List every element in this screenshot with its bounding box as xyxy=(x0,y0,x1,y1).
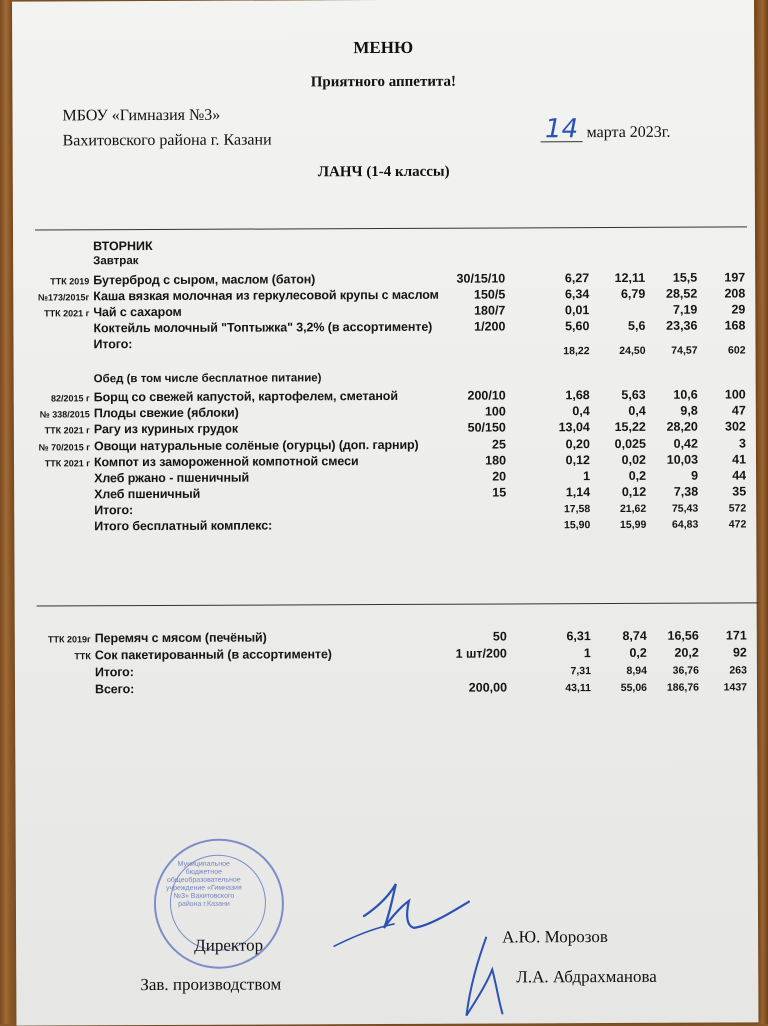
protein-value: 43,11 xyxy=(565,682,591,694)
item-code: ТТК xyxy=(15,651,91,661)
breakfast-header-row xyxy=(13,252,755,271)
item-name: Рагу из куриных грудок xyxy=(94,422,238,437)
total-label: Итого: xyxy=(93,337,132,351)
item-name: Перемяч с мясом (печёный) xyxy=(95,631,267,646)
protein-value: 17,58 xyxy=(564,503,590,515)
calories-value: 602 xyxy=(728,344,746,356)
item-portion: 50 xyxy=(493,629,507,643)
item-code: ТТК 2021 г xyxy=(14,458,90,468)
snack-items xyxy=(12,0,754,2)
item-name: Коктейль молочный "Топтыжка" 3,2% (в ассортименте) xyxy=(93,320,432,335)
production-manager-name: Л.А. Абдрахманова xyxy=(516,967,657,988)
fat-value: 0,2 xyxy=(629,646,646,660)
table-top-rule xyxy=(35,226,747,230)
item-code: ТТК 2021 г xyxy=(14,426,90,436)
director-name: А.Ю. Морозов xyxy=(502,927,608,947)
item-name: Плоды свежие (яблоки) xyxy=(94,406,239,421)
item-name: Чай с сахаром xyxy=(93,305,181,319)
item-code: ТТК 2019 xyxy=(13,276,89,286)
carbs-value: 0,42 xyxy=(674,436,698,450)
total-label: Итого: xyxy=(95,665,134,679)
item-portion: 200/10 xyxy=(467,388,505,402)
breakfast-items xyxy=(12,0,754,2)
item-name: Хлеб пшеничный xyxy=(94,487,200,501)
fat-value: 0,12 xyxy=(622,485,646,499)
carbs-value: 9 xyxy=(691,469,698,483)
item-name: Борщ со свежей капустой, картофелем, сметаной xyxy=(94,389,398,404)
protein-value: 1,68 xyxy=(565,388,589,402)
item-portion: 200,00 xyxy=(469,680,507,694)
protein-value: 15,90 xyxy=(564,519,590,531)
fat-value: 8,74 xyxy=(622,629,646,643)
item-code: №173/2015г xyxy=(13,292,89,302)
carbs-value: 186,76 xyxy=(667,682,699,694)
stamp-text: Муниципальное бюджетное общеобразовательное учреждение «Гимназия №3» Вахитовского района г.Казани xyxy=(164,861,244,909)
carbs-value: 15,5 xyxy=(673,271,697,285)
protein-value: 0,4 xyxy=(572,404,589,418)
calories-value: 47 xyxy=(732,404,746,418)
carbs-value: 10,03 xyxy=(667,452,698,466)
calories-value: 29 xyxy=(731,302,745,316)
breakfast-total-row xyxy=(14,342,756,361)
carbs-value: 9,8 xyxy=(680,404,697,418)
carbs-value: 28,52 xyxy=(666,287,697,301)
fat-value: 12,11 xyxy=(615,271,646,285)
carbs-value: 20,2 xyxy=(674,646,698,660)
protein-value: 18,22 xyxy=(563,345,589,357)
carbs-value: 75,43 xyxy=(672,503,698,515)
carbs-value: 36,76 xyxy=(673,665,699,677)
protein-value: 0,01 xyxy=(565,303,589,317)
item-name: Сок пакетированный (в ассортименте) xyxy=(95,647,332,662)
calories-value: 472 xyxy=(729,518,747,530)
fat-value: 55,06 xyxy=(621,682,647,694)
fat-value: 15,99 xyxy=(620,519,646,531)
protein-value: 5,60 xyxy=(565,319,589,333)
item-code: ТТК 2021 г xyxy=(13,308,89,318)
total-label: Итого бесплатный комплекс: xyxy=(94,518,272,533)
production-manager-signature xyxy=(456,929,516,1023)
fat-value: 21,62 xyxy=(620,503,646,515)
handwritten-day: 14 xyxy=(541,117,583,142)
item-name: Компот из замороженной компотной смеси xyxy=(94,454,359,469)
item-portion: 1 шт/200 xyxy=(456,646,507,660)
protein-value: 6,34 xyxy=(565,287,589,301)
fat-value: 24,50 xyxy=(619,345,645,357)
table-mid-rule xyxy=(37,602,759,606)
fat-value: 15,22 xyxy=(615,420,646,434)
protein-value: 1,14 xyxy=(566,485,590,499)
menu-row xyxy=(15,628,757,647)
item-code: № 70/2015 г xyxy=(14,442,90,452)
lunch-title: Обед (в том числе бесплатное питание) xyxy=(94,372,322,385)
calories-value: 168 xyxy=(725,318,746,332)
menu-row xyxy=(15,645,757,664)
protein-value: 6,27 xyxy=(565,271,589,285)
calories-value: 35 xyxy=(732,485,746,499)
fat-value: 5,63 xyxy=(621,388,645,402)
lunch-items xyxy=(12,0,754,2)
item-portion: 100 xyxy=(485,405,506,419)
total-label: Итого: xyxy=(94,503,133,517)
item-portion: 180/7 xyxy=(474,303,505,317)
calories-value: 197 xyxy=(724,270,745,284)
carbs-value: 7,19 xyxy=(673,303,697,317)
calories-value: 263 xyxy=(729,664,747,676)
protein-value: 0,20 xyxy=(566,437,590,451)
breakfast-title: Завтрак xyxy=(93,255,138,267)
carbs-value: 64,83 xyxy=(672,519,698,531)
calories-value: 41 xyxy=(732,452,746,466)
protein-value: 1 xyxy=(584,646,591,660)
production-manager-label: Зав. производством xyxy=(140,974,281,995)
lunch-header-row xyxy=(14,370,756,389)
fat-value: 0,4 xyxy=(628,404,645,418)
carbs-value: 74,57 xyxy=(671,345,697,357)
calories-value: 100 xyxy=(725,387,746,401)
item-name: Каша вязкая молочная из геркулесовой крупы с маслом xyxy=(93,288,439,304)
director-label: Директор xyxy=(194,936,263,956)
fat-value: 0,02 xyxy=(622,453,646,467)
item-portion: 15 xyxy=(492,486,506,500)
protein-value: 13,04 xyxy=(559,420,590,434)
fat-value: 0,2 xyxy=(629,469,646,483)
item-name: Бутерброд с сыром, маслом (батон) xyxy=(93,272,315,287)
carbs-value: 23,36 xyxy=(666,319,697,333)
protein-value: 7,31 xyxy=(570,665,590,677)
calories-value: 208 xyxy=(724,286,745,300)
free-complex-total-row xyxy=(14,516,756,535)
calories-value: 92 xyxy=(733,645,747,659)
calories-value: 572 xyxy=(729,502,747,514)
carbs-value: 28,20 xyxy=(667,420,698,434)
carbs-value: 16,56 xyxy=(667,629,698,643)
protein-value: 0,12 xyxy=(566,453,590,467)
protein-value: 1 xyxy=(583,469,590,483)
calories-value: 171 xyxy=(726,628,747,642)
item-name: Овощи натуральные солёные (огурцы) (доп. гарнир) xyxy=(94,437,419,452)
calories-value: 302 xyxy=(725,420,746,434)
day-name: ВТОРНИК xyxy=(93,239,153,253)
item-code: № 338/2015 xyxy=(14,409,90,419)
document-subtitle: Приятного аппетита! xyxy=(12,72,754,92)
menu-date xyxy=(541,117,671,143)
item-portion: 50/150 xyxy=(468,421,506,435)
menu-sheet xyxy=(12,0,758,1026)
calories-value: 3 xyxy=(739,436,746,450)
item-portion: 25 xyxy=(492,437,506,451)
item-portion: 180 xyxy=(485,453,506,467)
school-district: Вахитовского района г. Казани xyxy=(63,131,272,150)
date-month-year: марта 2023г. xyxy=(587,124,671,141)
carbs-value: 7,38 xyxy=(674,485,698,499)
school-name: МБОУ «Гимназия №3» xyxy=(62,107,220,126)
item-portion: 1/200 xyxy=(474,319,505,333)
item-portion: 150/5 xyxy=(474,287,505,301)
grand-total-row xyxy=(15,679,757,698)
item-name: Хлеб ржано - пшеничный xyxy=(94,471,249,486)
calories-value: 44 xyxy=(732,468,746,482)
snack-total-row xyxy=(15,662,757,681)
carbs-value: 10,6 xyxy=(673,388,697,402)
calories-value: 1437 xyxy=(724,681,747,693)
item-portion: 20 xyxy=(492,469,506,483)
fat-value: 5,6 xyxy=(628,319,645,333)
item-code: 82/2015 г xyxy=(14,393,90,403)
item-code: ТТК 2019г xyxy=(15,634,91,644)
protein-value: 6,31 xyxy=(566,629,590,643)
fat-value: 8,94 xyxy=(626,665,646,677)
item-portion: 30/15/10 xyxy=(457,271,506,285)
fat-value: 6,79 xyxy=(621,287,645,301)
total-label: Всего: xyxy=(95,682,134,696)
meal-title: ЛАНЧ (1-4 классы) xyxy=(13,162,755,182)
document-title: МЕНЮ xyxy=(12,36,754,59)
fat-value: 0,025 xyxy=(615,436,646,450)
